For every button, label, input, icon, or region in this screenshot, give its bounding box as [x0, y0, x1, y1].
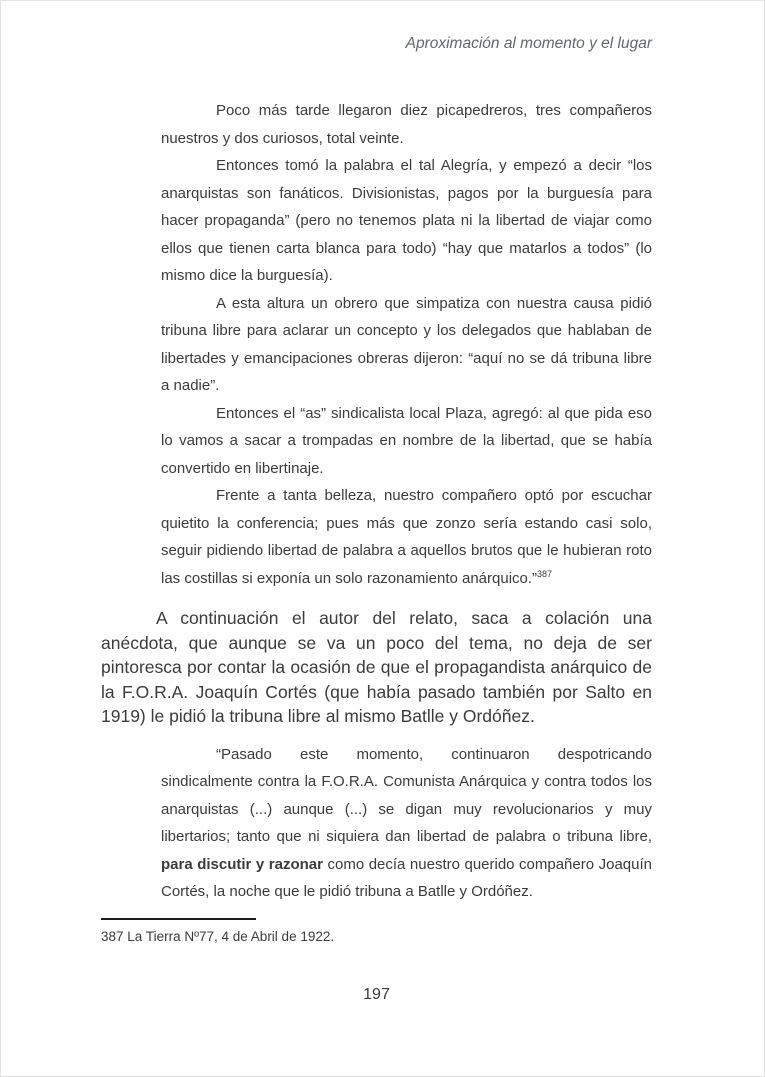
page-number: 197 — [363, 986, 390, 1003]
footnote-separator — [101, 918, 256, 920]
block-quote-2 — [161, 741, 652, 906]
quote-paragraph — [161, 482, 652, 592]
quote-paragraph: A esta altura un obrero que simpatiza con nuestra causa pidió tribuna libre para aclarar un concepto y los delegados que hablaban de libertades y emancipaciones obreras dijeron: “aquí no se dá tribuna libre a nadie”. — [161, 294, 652, 394]
quote-text: Frente a tanta belleza, nuestro compañero optó por escuchar quietito la conferencia; pues más que zonzo sería estando casi solo, seguir pidiendo libertad de palabra a aquellos brutos que le hubieran roto las costillas si exponía un solo razonamiento anárquico.” — [161, 487, 652, 587]
quote-paragraph: Entonces tomó la palabra el tal Alegría, y empezó a decir “los anarquistas son fanáticos. Divisionistas, pagos por la burguesía para hacer propaganda” (pero no tenemos plata ni la libertad de viajar como ellos que tienen carta blanca para todo) “hay que matarlos a todos” (lo mismo dice la burguesía). — [161, 157, 652, 284]
quote-paragraph: Poco más tarde llegaron diez picapedreros, tres compañeros nuestros y dos curiosos, total veinte. — [161, 102, 652, 147]
footnote-number: 387 — [101, 928, 124, 944]
footnote-text: La Tierra Nº77, 4 de Abril de 1922. — [127, 928, 335, 944]
footnote-reference: 387 — [537, 568, 553, 579]
quote-bold-text: para discutir y razonar — [161, 855, 323, 873]
block-quote-1 — [161, 97, 652, 592]
footnote — [101, 928, 652, 946]
quote-paragraph: Entonces el “as” sindicalista local Plaza, agregó: al que pida eso lo vamos a sacar a trompadas en nombre de la libertad, que se había convertido en libertinaje. — [161, 404, 652, 477]
body-paragraph: A continuación el autor del relato, saca a colación una anécdota, que aunque se va un poco del tema, no deja de ser pintoresca por contar la ocasión de que el propagandista anárquico de la F.O.R.A. Joaquín Cortés (que había pasado también por Salto en 1919) le pidió la tribuna libre al mismo Batlle y Ordóñez. — [101, 608, 652, 726]
running-header: Aproximación al momento y el lugar — [405, 35, 652, 52]
quote-text: como decía nuestro querido compañero Joaquín Cortés, la noche que le pidió tribuna a Batlle y Ordóñez. — [161, 855, 652, 900]
quote-paragraph — [161, 741, 652, 906]
quote-text: “Pasado este momento, continuaron despotricando sindicalmente contra la F.O.R.A. Comunista Anárquica y contra todos los anarquistas (...) aunque (...) se digan muy revolucionarios y muy libertarios; tanto que ni siquiera dan libertad de palabra o tribuna libre, — [161, 745, 652, 845]
